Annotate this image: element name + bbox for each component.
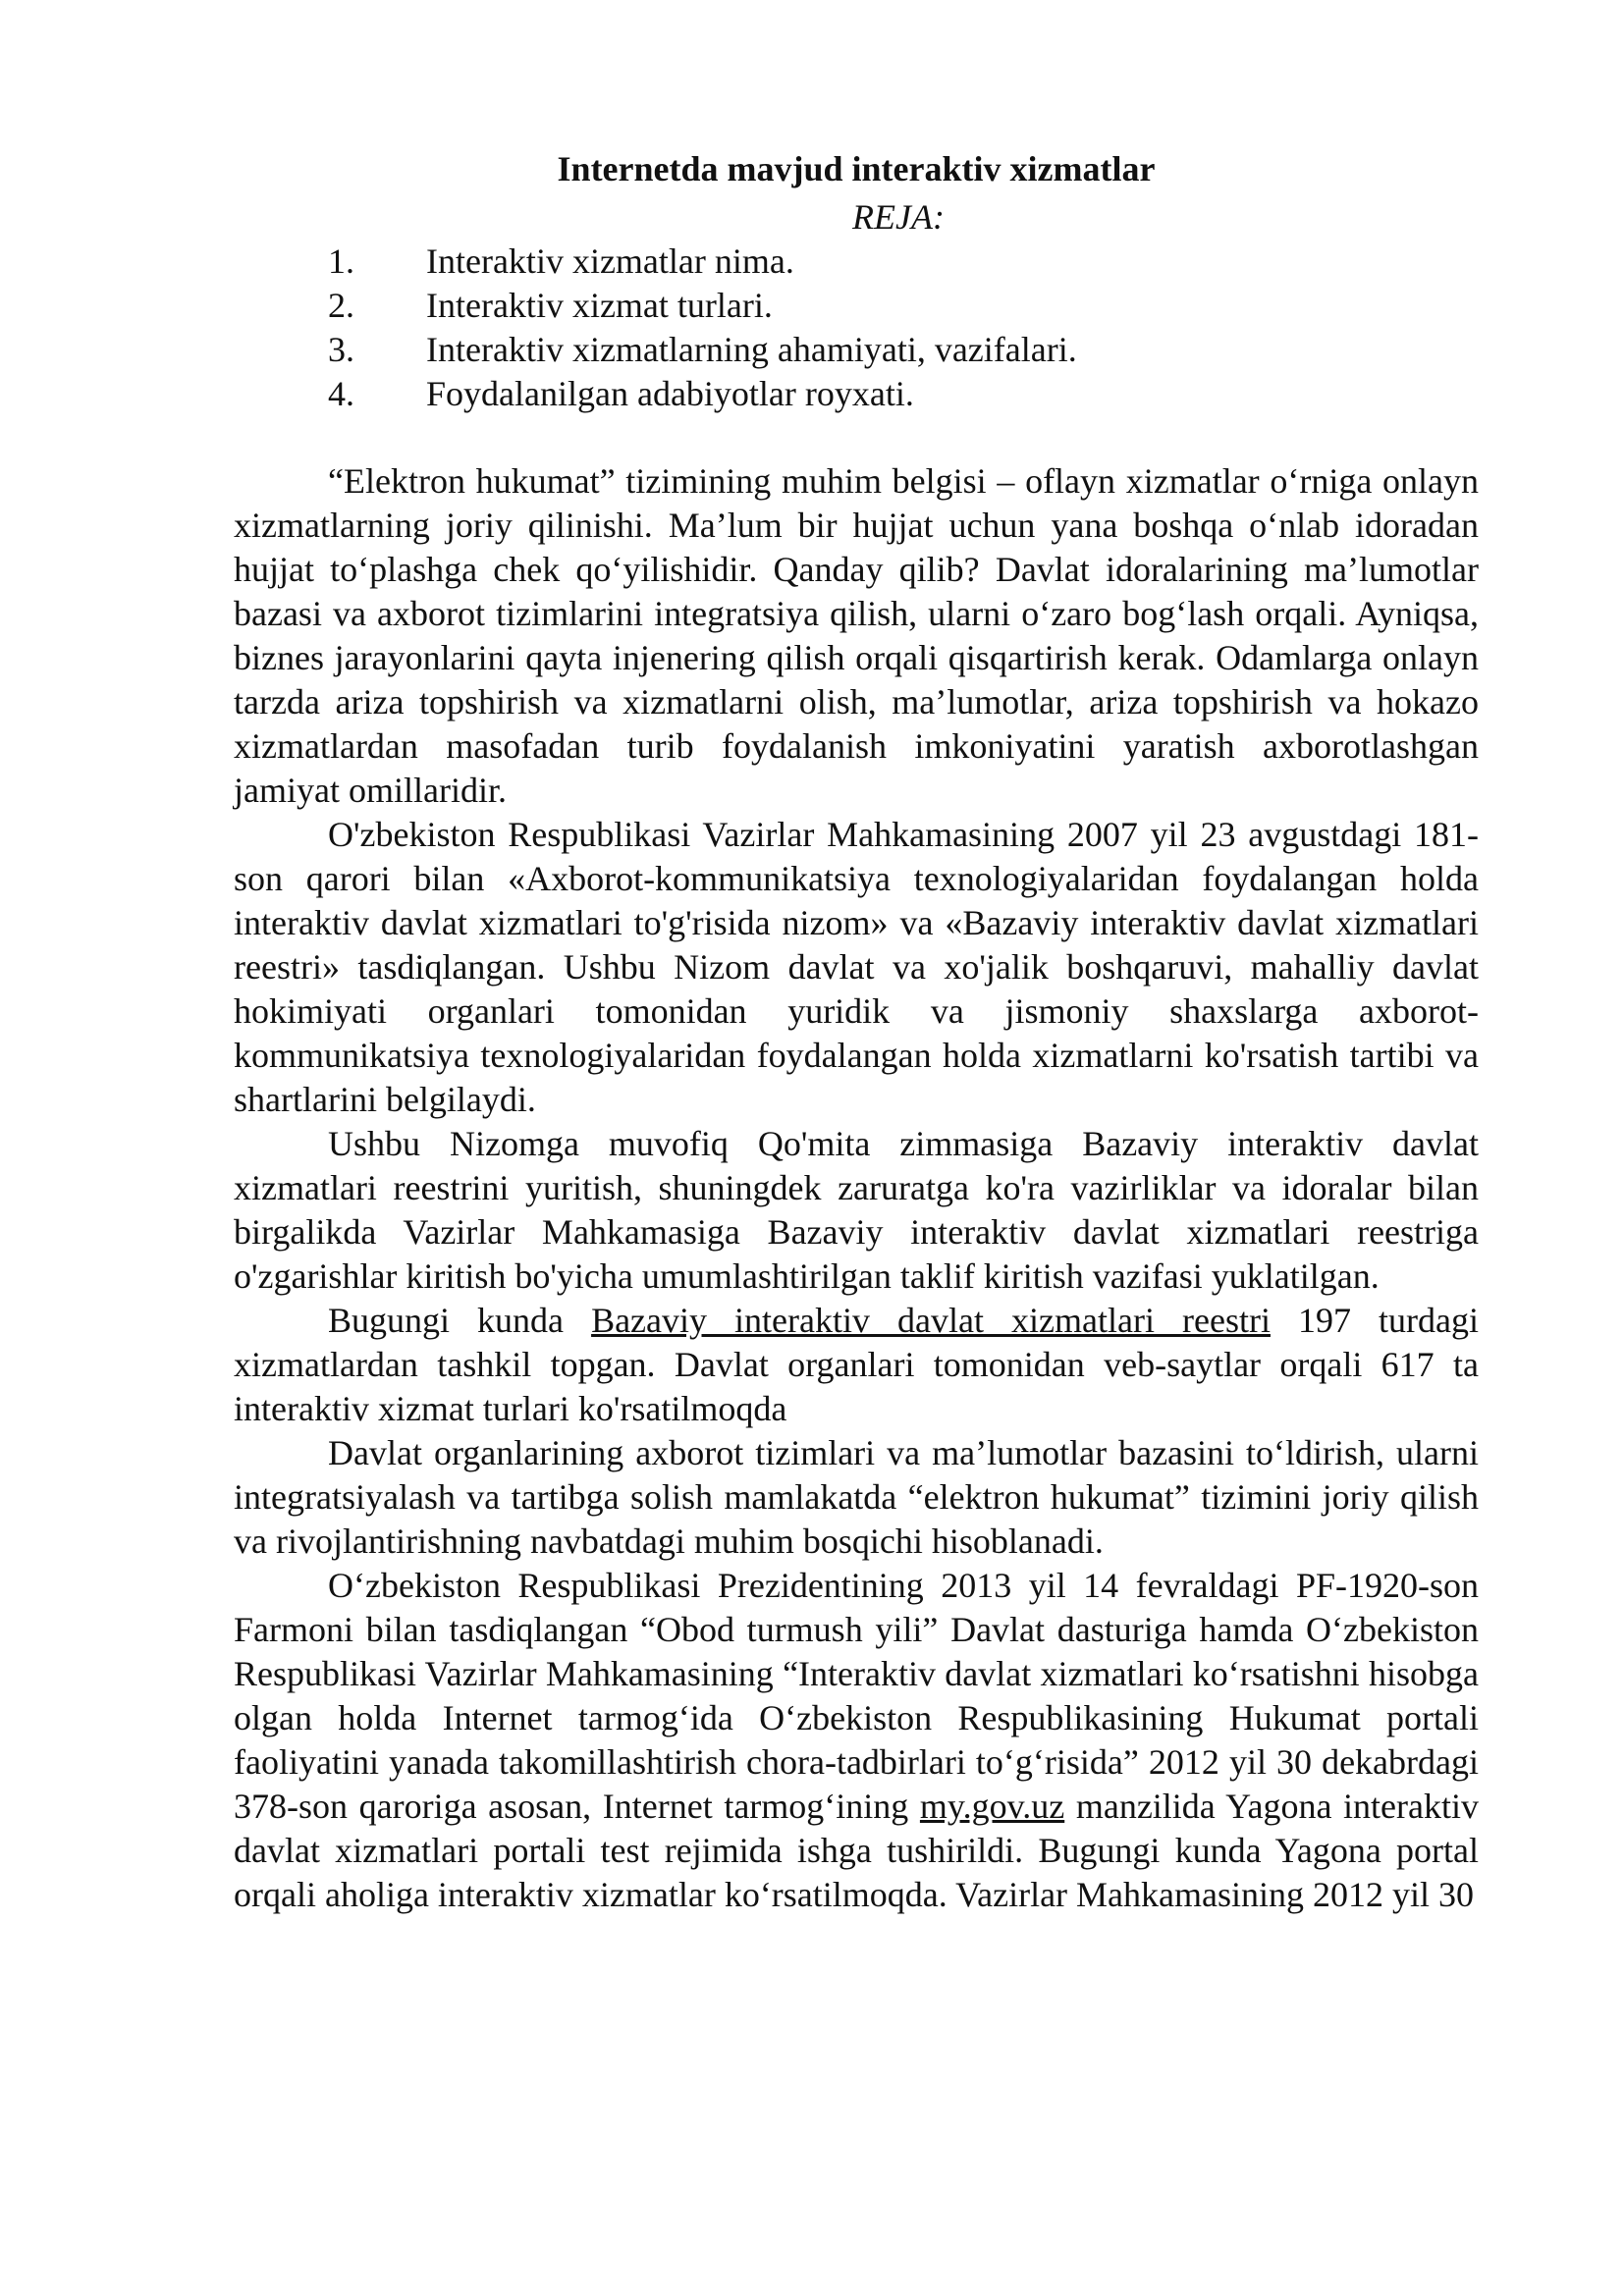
plan-item-text: Interaktiv xizmatlar nima.	[426, 241, 794, 281]
paragraph-text: manzilida Yagona interaktiv davlat xizmatlari portali test rejimida ishga tushirildi. Bugungi kunda Yagona portal orqali aholiga interaktiv xizmatlar ko‘rsatilmoqda. Vazirlar Mahkamasining 2012 yil 30	[234, 1787, 1479, 1914]
paragraph-cabinet-decree: O'zbekiston Respublikasi Vazirlar Mahkamasining 2007 yil 23 avgustdagi 181-son qarori bilan «Axborot-kommunikatsiya texnologiyalaridan foydalangan holda interaktiv davlat xizmatlari to'g'risida nizom» va «Bazaviy interaktiv davlat xizmatlari reestri» tasdiqlangan. Ushbu Nizom davlat va xo'jalik boshqaruvi, mahalliy davlat hokimiyati organlari tomonidan yuridik va jismoniy shaxslarga axborot-kommunikatsiya texnologiyalaridan foydalangan holda xizmatlarni ko'rsatish tartibi va shartlarini belgilaydi.	[234, 815, 1479, 1119]
plan-item-number: 3.	[328, 330, 354, 369]
paragraph-registry-duties: Ushbu Nizomga muvofiq Qo'mita zimmasiga Bazaviy interaktiv davlat xizmatlari reestrini yuritish, shuningdek zaruratga ko'ra vazirliklar va idoralar bilan birgalikda Vazirlar Mahkamasiga Bazaviy interaktiv davlat xizmatlari reestriga o'zgarishlar kiritish bo'yicha umumlashtirilgan taklif kiritish vazifasi yuklatilgan.	[234, 1124, 1479, 1296]
paragraph-databases: Davlat organlarining axborot tizimlari va ma’lumotlar bazasini to‘ldirish, ularni integratsiyalash va tartibga solish mamlakatda “elektron hukumat” tizimini joriy qilish va rivojlantirishning navbatdagi muhim bosqichi hisoblanadi.	[234, 1433, 1479, 1561]
paragraph-text: 197 turdagi xizmatlardan tashkil topgan. Davlat organlari tomonidan veb-saytlar orqali 617 ta interaktiv xizmat turlari ko'rsatilmoqda	[234, 1301, 1479, 1428]
plan-item-text: Foydalanilgan adabiyotlar royxati.	[426, 374, 914, 413]
plan-item-text: Interaktiv xizmatlarning ahamiyati, vazifalari.	[426, 330, 1077, 369]
plan-item-number: 4.	[328, 374, 354, 413]
paragraph-text: Bugungi kunda	[328, 1301, 592, 1340]
document-title: Internetda mavjud interaktiv xizmatlar	[557, 149, 1156, 188]
plan-item-number: 2.	[328, 286, 354, 325]
plan-item-number: 1.	[328, 241, 354, 281]
plan-item-text: Interaktiv xizmat turlari.	[426, 286, 773, 325]
plan-item	[328, 328, 1479, 372]
portal-link[interactable]: my.gov.uz	[919, 1787, 1065, 1826]
paragraph-registry-count	[234, 1299, 1479, 1431]
paragraph-portal	[234, 1564, 1479, 1917]
registry-link[interactable]: Bazaviy interaktiv davlat xizmatlari reestri	[591, 1301, 1271, 1340]
plan-item	[328, 372, 1479, 416]
paragraph-electronic-government: “Elektron hukumat” tizimining muhim belgisi – oflayn xizmatlar o‘rniga onlayn xizmatlarning joriy qilinishi. Ma’lum bir hujjat uchun yana boshqa o‘nlab idoradan hujjat to‘plashga chek qo‘yilishidir. Qanday qilib? Davlat idoralarining ma’lumotlar bazasi va axborot tizimlarini integratsiya qilish, ularni o‘zaro bog‘lash orqali. Ayniqsa, biznes jarayonlarini qayta injenering qilish orqali qisqartirish kerak. Odamlarga onlayn tarzda ariza topshirish va xizmatlarni olish, ma’lumotlar, ariza topshirish va hokazo xizmatlardan masofadan turib foydalanish imkoniyatini yaratish axborotlashgan jamiyat omillaridir.	[234, 461, 1479, 810]
document-body	[234, 459, 1479, 1917]
plan-heading: REJA:	[852, 197, 945, 237]
document-page	[234, 147, 1479, 1917]
paragraph-text: O‘zbekiston Respublikasi Prezidentining 2013 yil 14 fevraldagi PF-1920-son Farmoni bilan tasdiqlangan “Obod turmush yili” Davlat dasturiga hamda O‘zbekiston Respublikasi Vazirlar Mahkamasining “Interaktiv davlat xizmatlari ko‘rsatishni hisobga olgan holda Internet tarmog‘ida O‘zbekiston Respublikasining Hukumat portali faoliyatini yanada takomillashtirish chora-tadbirlari to‘g‘risida” 2012 yil 30 dekabrdagi 378-son qaroriga asosan, Internet tarmog‘ining	[234, 1566, 1479, 1826]
plan-item	[328, 240, 1479, 284]
plan-item	[328, 284, 1479, 328]
plan-list	[234, 240, 1479, 416]
